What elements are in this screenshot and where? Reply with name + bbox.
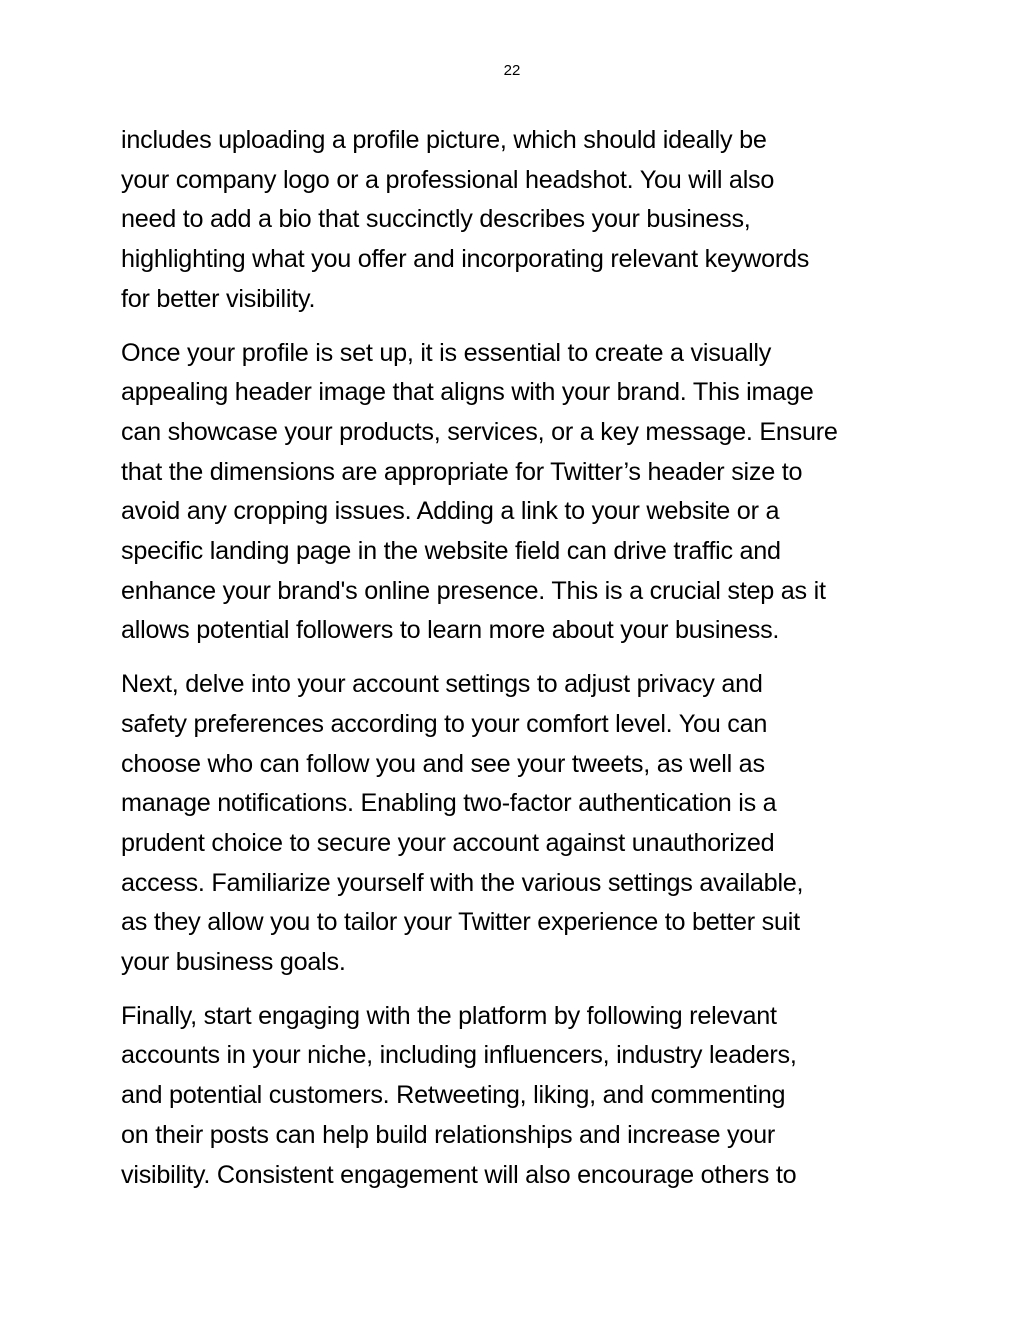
text-line: safety preferences according to your comfort level. You can — [121, 709, 768, 738]
paragraph-1 — [121, 121, 911, 320]
text-line: choose who can follow you and see your tweets, as well as — [121, 749, 765, 778]
text-line: specific landing page in the website field can drive traffic and — [121, 537, 781, 566]
text-line: Next, delve into your account settings to adjust privacy and — [121, 670, 763, 699]
text-line: manage notifications. Enabling two-factor authentication is a — [121, 789, 777, 818]
text-line: for better visibility. — [121, 284, 316, 313]
text-line: need to add a bio that succinctly describes your business, — [121, 205, 751, 234]
text-line: includes uploading a profile picture, which should ideally be — [121, 126, 767, 154]
text-line: allows potential followers to learn more about your business. — [121, 616, 780, 645]
paragraph-3 — [121, 665, 911, 983]
text-line: accounts in your niche, including influencers, industry leaders, — [121, 1041, 797, 1070]
paragraph-2 — [121, 334, 911, 652]
text-line: on their posts can help build relationships and increase your — [121, 1120, 776, 1149]
text-line: access. Familiarize yourself with the various settings available, — [121, 868, 804, 897]
text-line: prudent choice to secure your account against unauthorized — [121, 828, 775, 857]
text-line: can showcase your products, services, or a key message. Ensure — [121, 417, 838, 446]
text-line: visibility. Consistent engagement will also encourage others to — [121, 1160, 797, 1189]
text-line: enhance your brand's online presence. This is a crucial step as it — [121, 576, 826, 605]
paragraph-4 — [121, 997, 911, 1196]
text-line: highlighting what you offer and incorporating relevant keywords — [121, 245, 810, 274]
text-line: as they allow you to tailor your Twitter experience to better suit — [121, 908, 800, 937]
text-line: avoid any cropping issues. Adding a link to your website or a — [121, 497, 780, 526]
text-line: Finally, start engaging with the platform by following relevant — [121, 1001, 777, 1030]
body-text — [121, 121, 911, 1209]
page-number: 22 — [503, 62, 521, 79]
text-line: and potential customers. Retweeting, liking, and commenting — [121, 1081, 786, 1110]
text-line: appealing header image that aligns with your brand. This image — [121, 378, 814, 407]
text-line: that the dimensions are appropriate for Twitter’s header size to — [121, 457, 803, 486]
text-line: Once your profile is set up, it is essential to create a visually — [121, 338, 772, 367]
text-line: your business goals. — [121, 948, 346, 977]
text-line: your company logo or a professional headshot. You will also — [121, 165, 775, 194]
